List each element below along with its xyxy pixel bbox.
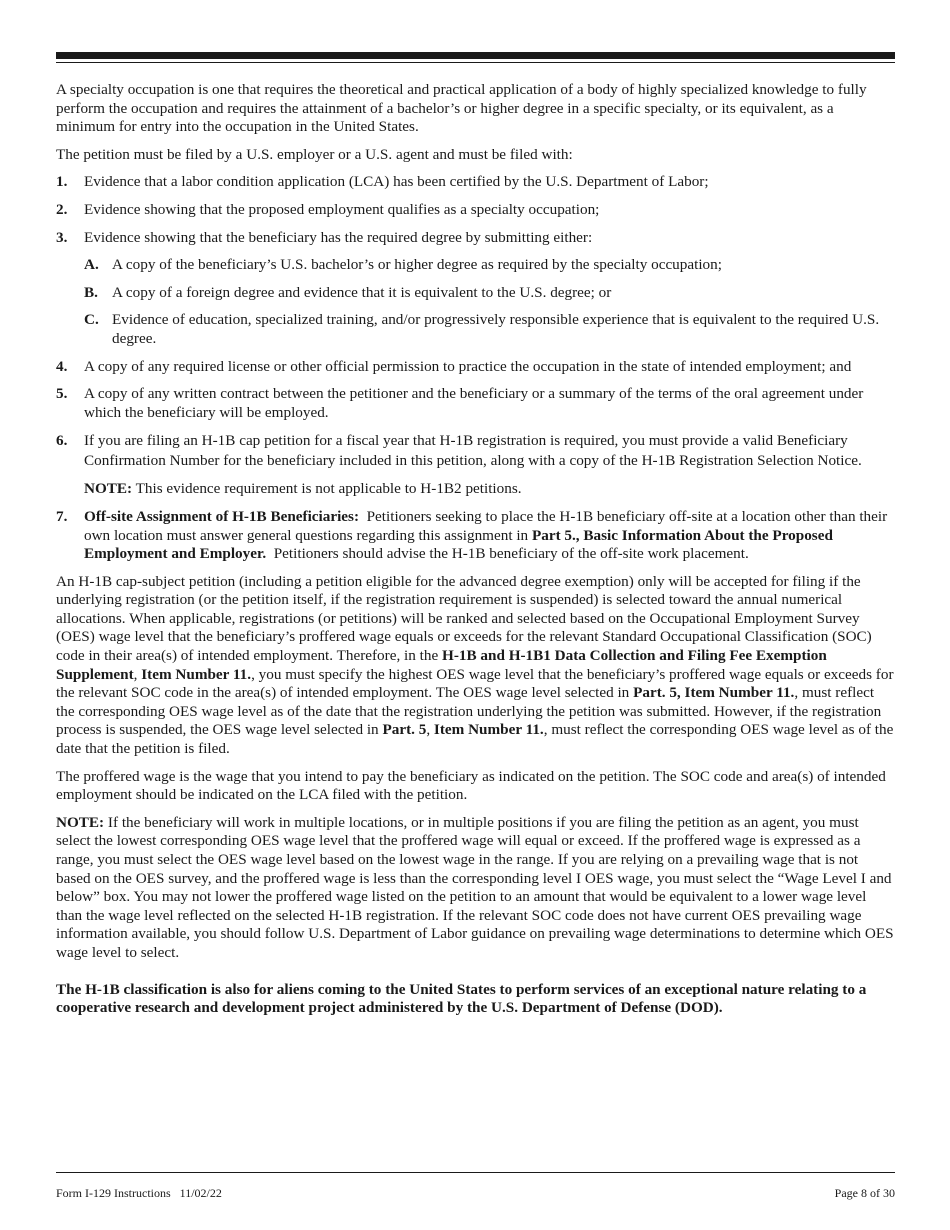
cap-part-ref-1: Part. 5, Item Number 11. <box>633 684 795 702</box>
footer-rule <box>56 1172 895 1173</box>
cap-text-4: , must reflect the corresponding OES wage level as of the date that the registration underlying the petition was submitted. However, if the registration process is suspended, the OES wage level selected in <box>56 684 882 739</box>
offsite-text-b: Petitioners should advise the H-1B beneficiary of the off-site work placement. <box>266 545 749 563</box>
note-label: NOTE: <box>84 480 133 498</box>
filing-requirement: The petition must be filed by a U.S. employer or a U.S. agent and must be filed with: <box>56 145 573 163</box>
dod-paragraph: The H-1B classification is also for aliens coming to the United States to perform services of an exceptional nature relating to a cooperative research and development project administered by the U.S. Department of Defense (DOD). <box>56 980 867 1017</box>
item-text: If you are filing an H-1B cap petition for a fiscal year that H-1B registration is required, you must provide a valid Beneficiary Confirmation Number for the beneficiary included in this petition, along with a copy of the H-1B Registration Selection Notice. <box>84 432 862 470</box>
cap-text-3: , you must specify the highest OES wage level that the beneficiary’s proffered wage equals or exceeds for the relevant SOC code in the area(s) of intended employment. The OES wage level selected in <box>56 665 894 702</box>
item-number: 1. <box>56 173 68 191</box>
cap-text-5: , <box>426 721 434 739</box>
cap-part-ref-2: Part. 5 <box>382 721 427 739</box>
list-item <box>56 358 896 377</box>
sub-item-text: A copy of the beneficiary’s U.S. bachelor’s or higher degree as required by the specialty occupation; <box>112 256 722 274</box>
cap-text-2: , <box>133 665 142 683</box>
item-text: A copy of any written contract between the petitioner and the beneficiary or a summary of the terms of the oral agreement under which the beneficiary will be employed. <box>84 385 864 421</box>
item-text: A copy of any required license or other official permission to practice the occupation in the state of intended employment; and <box>84 357 852 375</box>
note-label: NOTE: <box>56 813 105 831</box>
sub-item-letter: A. <box>84 256 99 274</box>
footer-form-id: Form I-129 Instructions 11/02/22 <box>56 1186 222 1200</box>
item-number: 4. <box>56 357 68 375</box>
item-number: 3. <box>56 228 68 246</box>
offsite-text-a: Petitioners seeking to place the H-1B beneficiary off-site at a location other than their own location must answer general questions regarding this assignment in <box>84 507 891 544</box>
offsite-title: Off-site Assignment of H-1B Beneficiaries: <box>84 507 360 525</box>
sub-list-item <box>56 256 896 275</box>
cap-subject-paragraph <box>56 573 896 759</box>
sub-item-letter: C. <box>84 311 99 329</box>
cap-item-ref-1: Item Number 11. <box>141 665 252 683</box>
offsite-part-ref: Part 5., Basic Information About the Proposed Employment and Employer. <box>84 526 833 563</box>
list-item <box>56 385 896 422</box>
proffered-wage-paragraph: The proffered wage is the wage that you intend to pay the beneficiary as indicated on the petition. The SOC code and area(s) of intended employment should be indicated on the LCA filed with the petition. <box>56 767 886 804</box>
list-item <box>56 173 896 192</box>
cap-supplement-ref: H-1B and H-1B1 Data Collection and Filing Fee Exemption Supplement <box>56 647 827 683</box>
list-item-offsite <box>56 508 896 564</box>
item-text: Evidence showing that the beneficiary has the required degree by submitting either: <box>84 228 593 246</box>
item-number: 2. <box>56 200 68 218</box>
cap-text-6: , must reflect the corresponding OES wage level as of the date that the petition is filed. <box>56 721 894 758</box>
note-text: This evidence requirement is not applicable to H-1B2 petitions. <box>132 480 522 498</box>
footer-page-number: Page 8 of 30 <box>834 1186 895 1200</box>
specialty-definition: A specialty occupation is one that requires the theoretical and practical application of a body of highly specialized knowledge to fully perform the occupation and requires the attainment of a bachelor’s or higher degree in a specific specialty, or its equivalent, as a minimum for entry into the occupation in the United States. <box>56 81 867 136</box>
sub-item-text: A copy of a foreign degree and evidence that it is equivalent to the U.S. degree; or <box>112 283 612 301</box>
item-text: Evidence that a labor condition application (LCA) has been certified by the U.S. Department of Labor; <box>84 173 709 191</box>
cap-text-1: An H-1B cap-subject petition (including a petition eligible for the advanced degree exemption) only will be accepted for filing if the underlying registration (or the petition itself, if the registration requirement is suspended) is selected toward the annual numerical allocations. When applicable, registrations (or petitions) will be ranked and selected based on the Occupational Employment Survey (OES) wage level that the beneficiary’s proffered wage equals or exceeds for the relevant Standard Occupational Classification (SOC) code in their area(s) of intended employment. Therefore, in the <box>56 572 872 665</box>
document-body <box>56 81 896 1018</box>
header-rule-thick <box>56 52 895 59</box>
list-item <box>56 201 896 220</box>
note-text: If the beneficiary will work in multiple locations, or in multiple positions if you are filing the petition as an agent, you must select the lowest corresponding OES wage level that the proffered wage will equal or exceed. If the proffered wage is expressed as a range, you must select the OES wage level based on the lowest wage in the range. If you are relying on a prevailing wage that is not based on the OES survey, and the proffered wage is less than the corresponding level I OES wage, you must select the “Wage Level I and below” box. You may not lower the proffered wage listed on the petition to an amount that would be equivalent to a lower wage level than the wage level reflected on the selected H-1B registration. If the relevant SOC code does not have current OES prevailing wage information available, you should follow U.S. Department of Labor guidance on prevailing wage determinations to determine which OES wage level to select. <box>56 813 894 961</box>
header-rule-thin <box>56 62 895 63</box>
list-item <box>56 229 896 248</box>
sub-list-item <box>56 284 896 303</box>
item-number: 6. <box>56 432 68 450</box>
item-text: Evidence showing that the proposed employment qualifies as a specialty occupation; <box>84 200 600 218</box>
wage-note-paragraph <box>56 814 896 963</box>
item-number: 5. <box>56 385 68 403</box>
cap-item-ref-2: Item Number 11. <box>433 721 544 739</box>
item-number: 7. <box>56 507 68 525</box>
sub-list-item <box>56 311 896 348</box>
item-6-note <box>56 480 896 499</box>
sub-item-letter: B. <box>84 283 98 301</box>
list-item <box>56 431 896 471</box>
sub-item-text: Evidence of education, specialized training, and/or progressively responsible experience that is equivalent to the required U.S. degree. <box>112 311 880 347</box>
